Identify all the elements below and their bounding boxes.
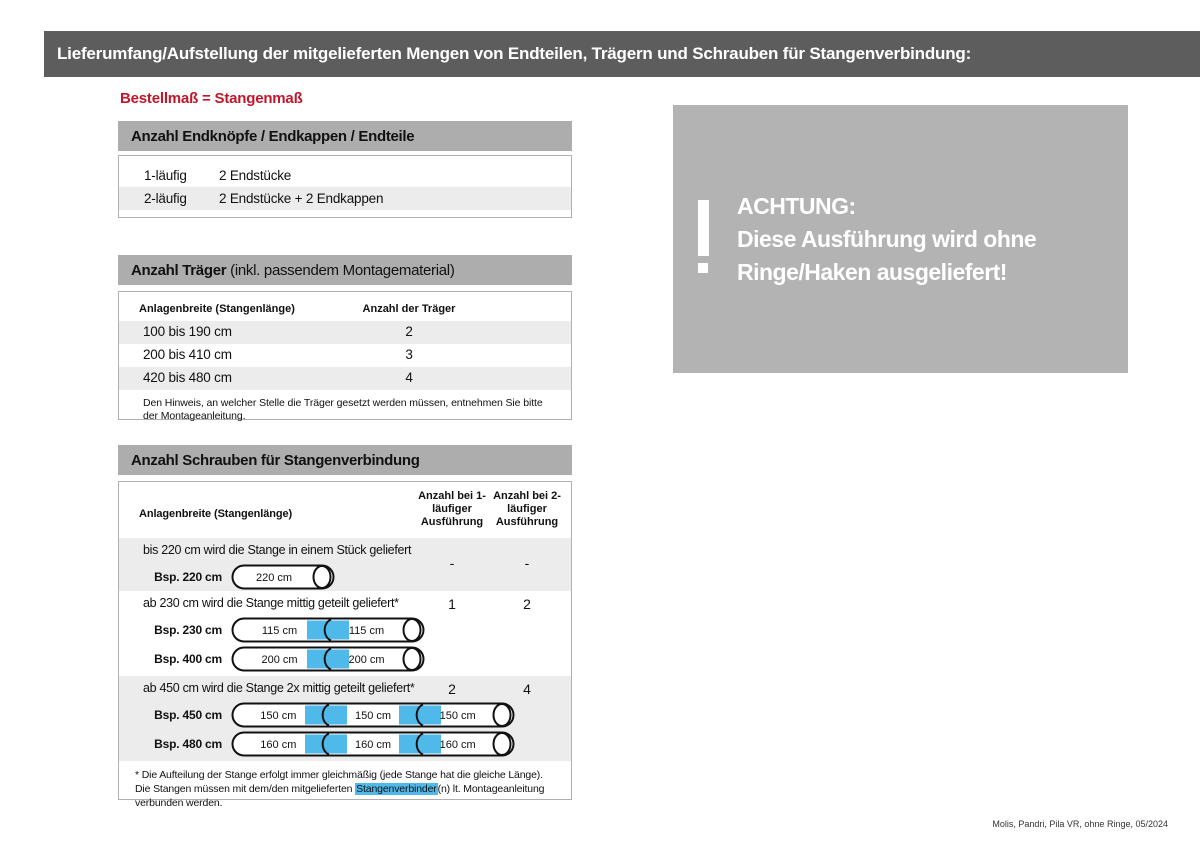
svg-text:150 cm: 150 cm xyxy=(354,709,392,722)
warning-line-2: Diese Ausführung wird ohne xyxy=(737,226,1037,252)
page-title: Lieferumfang/Aufstellung der mitgelieferten Mengen von Endteilen, Trägern und Schrauben für Stangenverbindung: xyxy=(57,44,972,63)
table-row xyxy=(119,187,571,210)
mounting-note: Den Hinweis, an welcher Stelle die Träger gesetzt werden müssen, entnehmen Sie bitte der Montageanleitung. xyxy=(143,397,543,422)
svg-text:200 cm: 200 cm xyxy=(348,653,385,666)
traeger-table xyxy=(118,291,572,420)
table-header-row xyxy=(119,482,571,538)
section-title-rest: (inkl. passendem Montagematerial) xyxy=(226,261,455,279)
rod-graphic xyxy=(231,701,515,729)
svg-text:150 cm: 150 cm xyxy=(439,709,476,722)
row-label: 1-läufig xyxy=(144,168,187,183)
order-size-note: Bestellmaß = Stangenmaß xyxy=(120,90,303,107)
division-footnote xyxy=(119,761,571,810)
column-header-1laeufig: Anzahl bei 1-läufiger Ausführung xyxy=(418,490,486,528)
title-bar xyxy=(44,31,1200,77)
column-header-2laeufig: Anzahl bei 2-läufiger Ausführung xyxy=(493,490,561,528)
range-cell: 200 bis 410 cm xyxy=(143,347,232,362)
group-title: bis 220 cm wird die Stange in einem Stück geliefert xyxy=(143,543,412,557)
schrauben-table xyxy=(118,481,572,809)
exclamation-bar xyxy=(698,200,709,256)
row-value: 2 Endstücke xyxy=(219,168,292,183)
warning-line-3: Ringe/Haken ausgeliefert! xyxy=(737,259,1007,285)
rod-graphic xyxy=(231,616,425,644)
group-title: ab 230 cm wird die Stange mittig geteilt geliefert* xyxy=(143,596,399,610)
exclamation-dot xyxy=(698,263,708,273)
count-1laeufig: 1 xyxy=(448,596,456,612)
table-header-row xyxy=(119,292,571,321)
svg-text:115 cm: 115 cm xyxy=(261,624,298,637)
rod-example-label: Bsp. 400 cm xyxy=(154,651,222,666)
svg-text:150 cm: 150 cm xyxy=(260,709,297,722)
table-row xyxy=(119,367,571,390)
rod-diagram-230 xyxy=(119,615,571,644)
count-1laeufig: - xyxy=(449,555,455,571)
table-row xyxy=(119,344,571,367)
column-header-count: Anzahl der Träger xyxy=(362,303,456,315)
section-header-schrauben xyxy=(118,445,572,475)
warning-box xyxy=(673,105,1128,373)
footnote-text: (n) lt. Montageanleitung verbunden werden. xyxy=(135,783,545,809)
rod-group-bis220 xyxy=(119,538,571,591)
rod-example-label: Bsp. 230 cm xyxy=(154,622,222,637)
rod-example-label: Bsp. 480 cm xyxy=(154,736,222,751)
endteile-table xyxy=(118,155,572,218)
section-header-traeger xyxy=(118,255,572,285)
svg-text:160 cm: 160 cm xyxy=(439,738,476,751)
rod-graphic xyxy=(231,563,335,591)
svg-text:160 cm: 160 cm xyxy=(260,738,297,751)
rod-graphic xyxy=(231,645,425,673)
rod-group-ab450 xyxy=(119,676,571,761)
range-cell: 420 bis 480 cm xyxy=(143,370,232,385)
rod-example-label: Bsp. 220 cm xyxy=(154,569,222,584)
count-cell: 3 xyxy=(405,347,413,362)
count-cell: 4 xyxy=(405,370,413,385)
svg-text:200 cm: 200 cm xyxy=(261,653,298,666)
exclamation-icon xyxy=(698,200,709,273)
svg-text:160 cm: 160 cm xyxy=(354,738,392,751)
section-title-bold: Anzahl Träger xyxy=(131,261,227,279)
rod-diagram-450 xyxy=(119,700,571,729)
section-title: Anzahl Schrauben für Stangenverbindung xyxy=(131,451,420,469)
count-2laeufig: 4 xyxy=(523,681,531,697)
count-1laeufig: 2 xyxy=(448,681,456,697)
section-header-endteile xyxy=(118,121,572,151)
group-title: ab 450 cm wird die Stange 2x mittig geteilt geliefert* xyxy=(143,681,415,695)
row-value: 2 Endstücke + 2 Endkappen xyxy=(219,191,384,206)
warning-line-1: ACHTUNG: xyxy=(737,193,856,219)
table-row xyxy=(119,164,571,187)
column-header-width: Anlagenbreite (Stangenlänge) xyxy=(139,303,295,315)
count-2laeufig: - xyxy=(524,555,530,571)
rod-example-label: Bsp. 450 cm xyxy=(154,707,222,722)
rod-diagram-400 xyxy=(119,644,571,673)
table-row xyxy=(119,321,571,344)
footnote-highlight: Stangenverbinder xyxy=(356,783,437,795)
count-2laeufig: 2 xyxy=(523,596,531,612)
range-cell: 100 bis 190 cm xyxy=(143,324,232,339)
rod-diagram-480 xyxy=(119,729,571,758)
document-reference: Molis, Pandri, Pila VR, ohne Ringe, 05/2024 xyxy=(992,819,1168,829)
footnote-text: * Die Aufteilung der Stange erfolgt immer gleichmäßig (jede Stange hat die gleiche Länge). Die Stangen müssen mit dem/den mitgelieferten xyxy=(135,769,543,795)
warning-text xyxy=(737,190,1036,289)
section-title: Anzahl Endknöpfe / Endkappen / Endteile xyxy=(131,127,415,145)
rod-group-ab230 xyxy=(119,591,571,676)
svg-text:115 cm: 115 cm xyxy=(348,624,385,637)
row-label: 2-läufig xyxy=(144,191,187,206)
column-header-width: Anlagenbreite (Stangenlänge) xyxy=(139,508,293,520)
svg-text:220 cm: 220 cm xyxy=(255,571,293,584)
count-cell: 2 xyxy=(405,324,413,339)
rod-graphic xyxy=(231,730,515,758)
